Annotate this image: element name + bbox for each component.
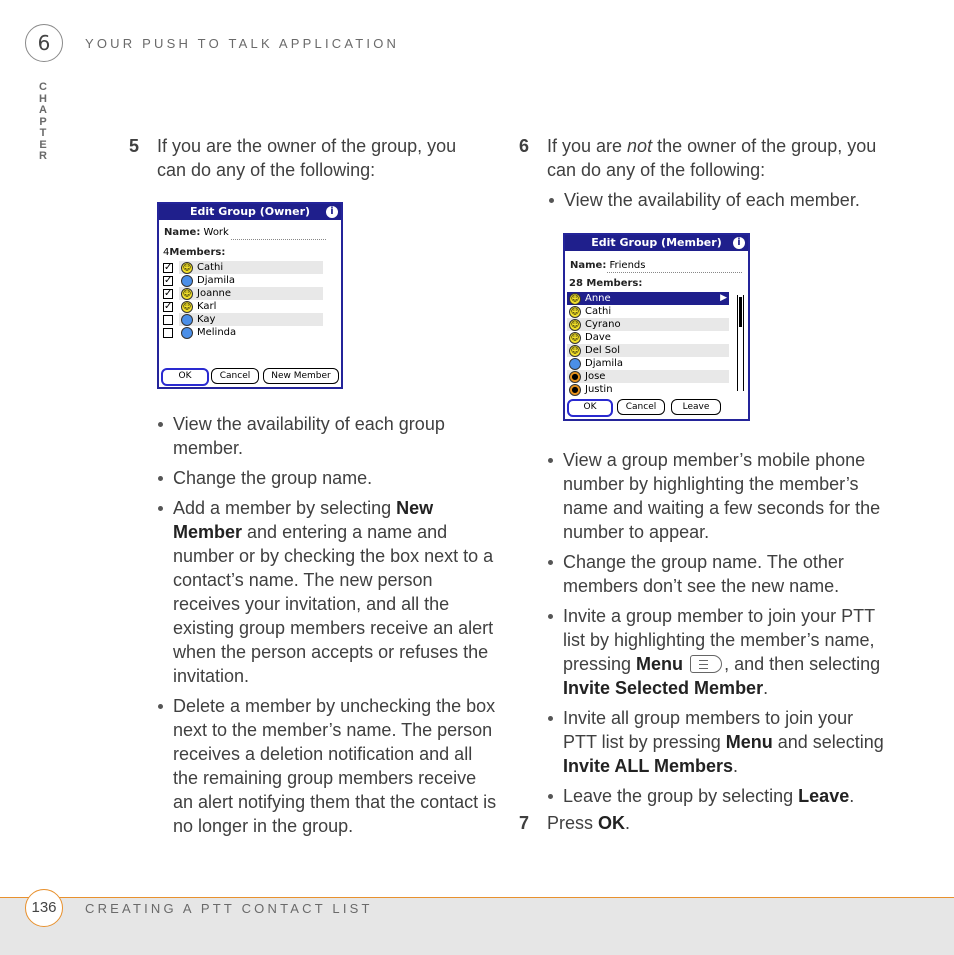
step-6 [519,134,889,182]
away-status-icon [569,358,581,370]
available-status-icon: ☺ [570,346,580,355]
bullet-item [546,784,891,808]
member-name: Djamila [585,358,624,369]
bullet-text: , and then selecting [724,654,881,674]
name-value[interactable]: Friends [609,260,646,271]
available-status-icon: ☺ [570,294,580,303]
left-column [129,134,489,182]
running-header: YOUR PUSH TO TALK APPLICATION [85,36,400,51]
running-footer: CREATING A PTT CONTACT LIST [85,901,373,916]
member-name: Karl [197,301,217,312]
busy-status-icon: ● [569,384,581,396]
step-text: . [625,813,631,833]
ok-button[interactable]: OK [161,368,209,386]
member-checkbox[interactable]: ✓ [164,262,173,273]
scroll-thumb[interactable] [739,297,742,327]
left-bullets [156,406,498,838]
member-name: Djamila [197,275,236,286]
available-status-icon: ☺ [182,289,192,298]
member-checkbox[interactable] [163,315,173,325]
member-name: Cathi [585,306,612,317]
busy-status-icon: ● [569,371,581,383]
bullet-item: Change the group name. [156,466,498,490]
member-name: Del Sol [585,345,621,356]
screen-title: Edit Group (Owner) [189,205,311,218]
bullet-item [546,706,891,778]
bullet-bold-text: Invite Selected Member [563,678,764,698]
step-number: 5 [129,136,140,156]
right-column [519,134,889,212]
away-status-icon [181,314,193,326]
member-checkbox[interactable]: ✓ [164,275,173,286]
bullet-text: . [849,786,855,806]
member-name: Cyrano [585,319,621,330]
available-status-icon: ☺ [570,333,580,342]
name-underline [231,239,326,240]
step-7 [519,811,889,835]
members-label: Members: [169,247,226,258]
bullet-bold-text: New Member [173,498,434,542]
member-checkbox[interactable] [163,328,173,338]
bullet-item: View a group member’s mobile phone number by highlighting the member’s name and waiting a few seconds for the number to appear. [546,448,891,544]
chapter-number-badge: 6 [25,24,63,62]
cancel-button[interactable]: Cancel [211,368,259,384]
step-text: Press [547,813,599,833]
selected-arrow-icon: ▶ [720,293,727,303]
bullet-text: . [763,678,769,698]
screen-title-bar [159,204,341,220]
available-status-icon: ☺ [570,320,580,329]
bullet-text: Leave the group by selecting [563,786,799,806]
bullet-text: . [733,756,739,776]
member-name: Justin [585,384,613,395]
screen-title-bar [565,235,748,251]
bullet-item [546,604,891,700]
bullet-bold-text: Leave [798,786,850,806]
member-name: Joanne [197,288,232,299]
name-row [164,226,229,239]
member-name: Anne [585,293,611,304]
away-status-icon [181,275,193,287]
name-label: Name: [570,260,607,271]
bullet-text: Add a member by selecting [173,498,397,518]
member-name: Kay [197,314,216,325]
leave-button[interactable]: Leave [671,399,721,415]
name-label: Name: [164,227,201,238]
bullet-item [156,496,498,688]
edit-group-owner-screenshot [157,202,343,389]
name-underline [607,272,742,273]
menu-key-icon [690,655,722,673]
step-italic-text: not [627,136,653,156]
new-member-button[interactable]: New Member [263,368,339,384]
name-row [570,259,645,272]
step-5 [129,134,489,182]
bullet-bold-text: Menu [636,654,684,674]
chapter-vertical-label: CHAPTER [39,81,47,162]
step-text: If you are the owner of the group, you can do any of the following: [157,136,457,180]
member-list-scrollbar[interactable] [737,295,744,391]
ok-button[interactable]: OK [567,399,613,417]
screen-title: Edit Group (Member) [591,236,722,249]
bullet-item: View the availability of each group member. [156,412,498,460]
available-status-icon: ☺ [570,307,580,316]
members-row [569,277,642,290]
bullet-text: Invite a group member to join your PTT list by highlighting the member’s name, pressing [563,606,875,674]
available-status-icon: ☺ [182,302,192,311]
step-text: If you are [547,136,628,156]
bullet-text: and entering a name and number or by checking the box next to a contact’s name. The new person receives your invitation, and all the existing group members receive an alert when the person accepts or refuses the invitation. [173,522,494,686]
bullet-item: Delete a member by unchecking the box next to the member’s name. The person receives a deletion notification and all the remaining group members receive an alert notifying them that the contact is no longer in the group. [156,694,498,838]
bullet-item: View the availability of each member. [547,188,889,212]
member-name: Melinda [197,327,237,338]
info-icon[interactable]: i [733,237,745,249]
bullet-text: and selecting [772,732,884,752]
edit-group-member-screenshot [563,233,750,421]
step-text: the owner of the group, you can do any of the following: [547,136,877,180]
member-checkbox[interactable]: ✓ [164,301,173,312]
members-row [163,246,225,259]
members-label: 28 Members: [569,278,643,289]
cancel-button[interactable]: Cancel [617,399,665,415]
step-number: 6 [519,136,530,156]
bullet-item: Change the group name. The other members don’t see the new name. [546,550,891,598]
member-name: Jose [585,371,606,382]
member-checkbox[interactable]: ✓ [164,288,173,299]
away-status-icon [181,327,193,339]
member-name: Dave [585,332,611,343]
bullet-bold-text: Menu [725,732,773,752]
bullet-bold-text: Invite ALL Members [563,756,734,776]
members-count: 4 [163,247,170,258]
step-7-block [519,811,889,835]
bullet-text: Invite all group members to join your PTT list by pressing [563,708,854,752]
page-number: 136 [25,889,63,927]
name-value[interactable]: Work [203,227,229,238]
available-status-icon: ☺ [182,263,192,272]
info-icon[interactable]: i [326,206,338,218]
step-bold-text: OK [598,813,626,833]
step-number: 7 [519,813,530,833]
member-name: Cathi [197,262,224,273]
right-bullets [546,442,891,808]
